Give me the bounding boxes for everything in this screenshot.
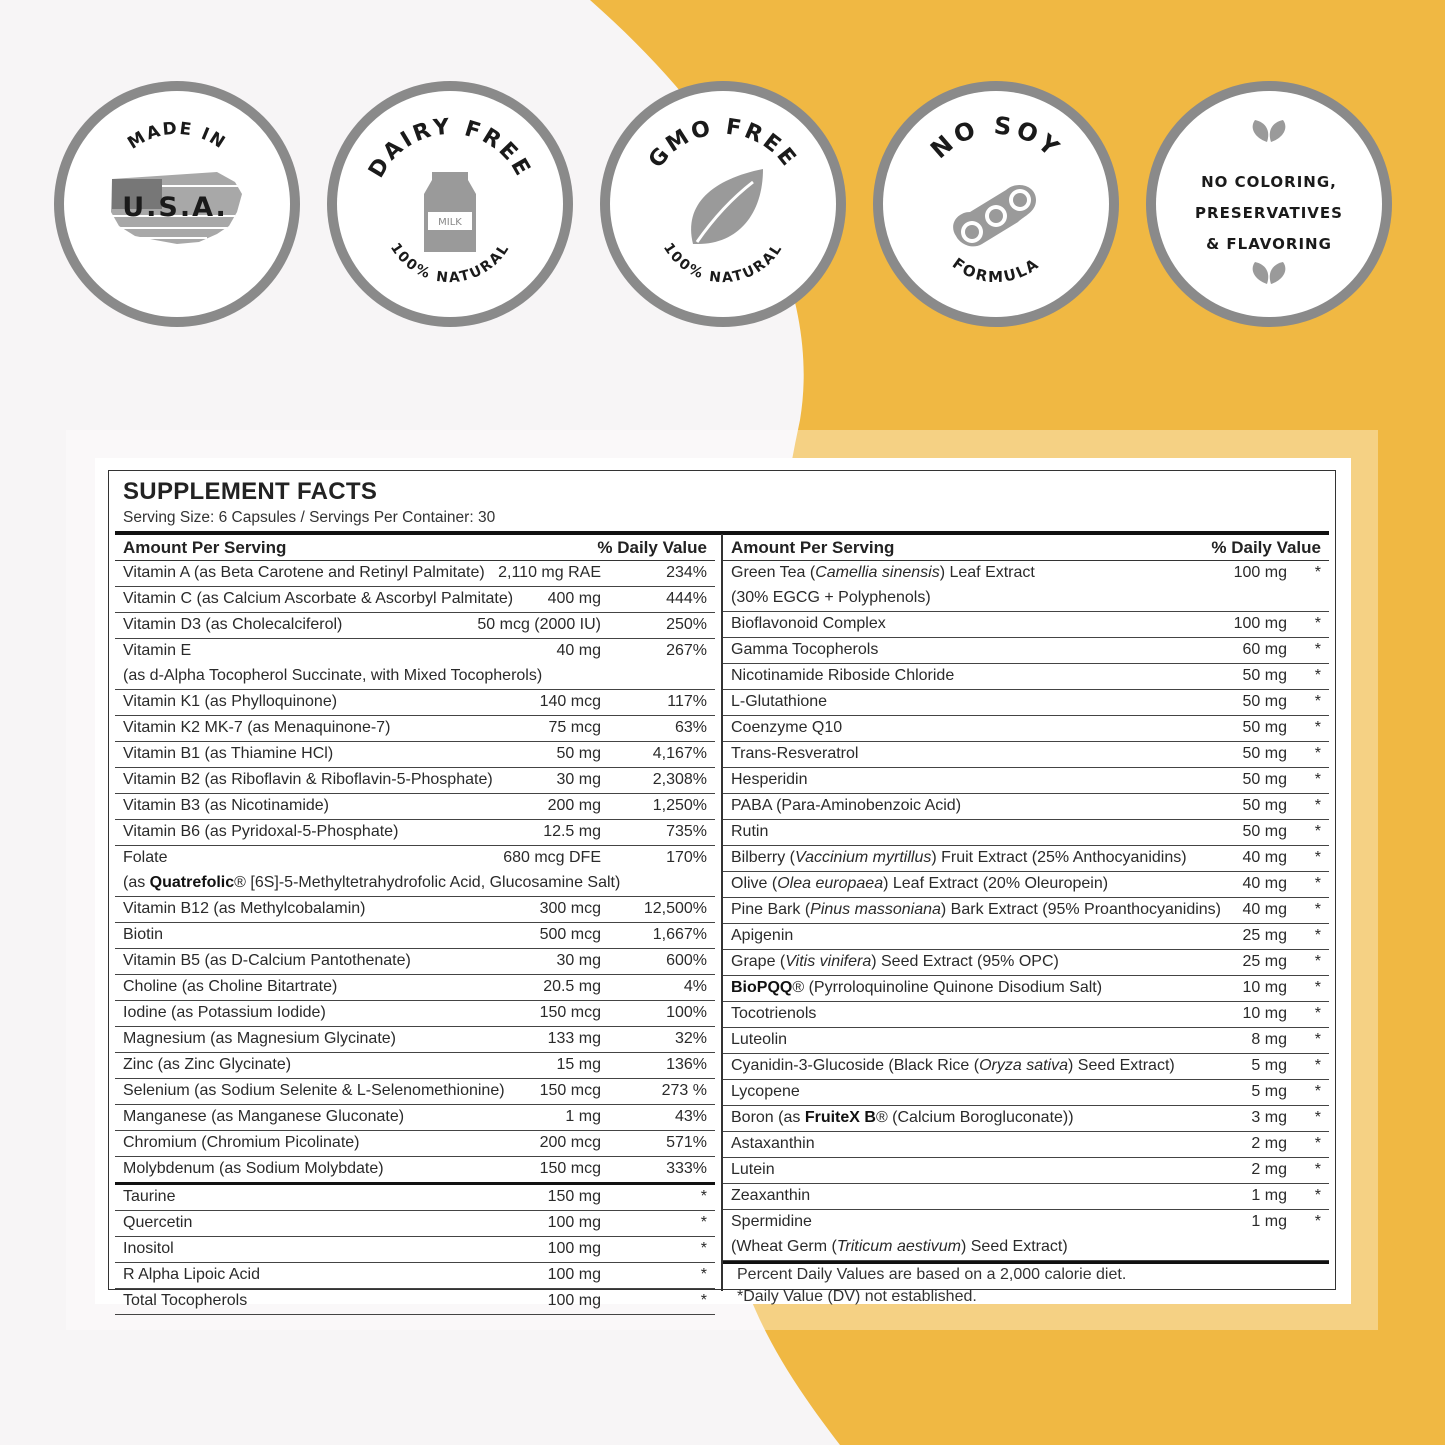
ingredient-amount: 500 mcg xyxy=(539,926,601,943)
right-column-header xyxy=(723,534,1329,561)
ingredient-daily-value: 43% xyxy=(674,1108,707,1125)
ingredient-row xyxy=(723,612,1329,638)
ingredient-name: Manganese (as Manganese Gluconate) xyxy=(123,1108,405,1125)
ingredient-daily-value: * xyxy=(1314,667,1321,684)
ingredient-amount: 100 mg xyxy=(547,1240,601,1257)
ingredient-name: Magnesium (as Magnesium Glycinate) xyxy=(123,1030,396,1047)
ingredient-amount: 60 mg xyxy=(1242,641,1287,658)
ingredient-name: Vitamin K1 (as Phylloquinone) xyxy=(123,693,338,710)
ingredient-amount: 100 mg xyxy=(547,1214,601,1231)
ingredient-daily-value: 333% xyxy=(666,1160,707,1177)
ingredient-amount: 20.5 mg xyxy=(543,978,601,995)
left-column xyxy=(115,534,715,1315)
ingredient-row xyxy=(115,820,715,846)
ingredient-row xyxy=(115,561,715,587)
ingredient-daily-value: * xyxy=(700,1292,707,1309)
ingredient-row xyxy=(115,613,715,639)
ingredient-amount: 10 mg xyxy=(1242,979,1287,996)
ingredient-name: Gamma Tocopherols xyxy=(731,641,879,658)
ingredient-name-line2: (as Quatrefolic® [6S]-5-Methyltetrahydrofolic Acid, Glucosamine Salt) xyxy=(123,874,621,891)
ingredient-amount: 12.5 mg xyxy=(543,823,601,840)
badge-line-1: NO COLORING, xyxy=(1201,173,1337,191)
ingredient-amount: 2 mg xyxy=(1251,1161,1287,1178)
ingredient-daily-value: * xyxy=(1314,745,1321,762)
ingredient-name: Folate xyxy=(123,849,168,866)
ingredient-amount: 50 mg xyxy=(1242,667,1287,684)
ingredient-daily-value: * xyxy=(1314,1135,1321,1152)
ingredient-daily-value: * xyxy=(1314,1213,1321,1230)
ingredient-daily-value: 32% xyxy=(674,1030,707,1047)
ingredient-row xyxy=(723,1028,1329,1054)
ingredient-amount: 200 mg xyxy=(547,797,601,814)
ingredient-name: Choline (as Choline Bitartrate) xyxy=(123,978,338,995)
ingredient-name: Green Tea (Camellia sinensis) Leaf Extract xyxy=(731,564,1035,581)
ingredient-daily-value: 571% xyxy=(666,1134,707,1151)
ingredient-name: Apigenin xyxy=(731,927,794,944)
ingredient-daily-value: * xyxy=(1314,927,1321,944)
ingredient-amount: 25 mg xyxy=(1242,953,1287,970)
ingredient-row xyxy=(115,639,715,690)
ingredient-name: L-Glutathione xyxy=(731,693,828,710)
ingredient-row xyxy=(115,923,715,949)
ingredient-daily-value: * xyxy=(1314,1005,1321,1022)
ingredient-name: Vitamin B6 (as Pyridoxal-5-Phosphate) xyxy=(123,823,399,840)
ingredient-name: Lutein xyxy=(731,1161,775,1178)
badge-line-2: PRESERVATIVES xyxy=(1195,204,1343,222)
ingredient-name: Bilberry (Vaccinium myrtillus) Fruit Extract (25% Anthocyanidins) xyxy=(731,849,1187,866)
ingredient-daily-value: 273 % xyxy=(661,1082,707,1099)
ingredient-daily-value: * xyxy=(1314,953,1321,970)
ingredient-daily-value: * xyxy=(1314,564,1321,581)
badge-made-in-usa xyxy=(54,81,300,327)
ingredient-amount: 50 mg xyxy=(1242,771,1287,788)
ingredient-daily-value: * xyxy=(700,1188,707,1205)
ingredient-daily-value: 267% xyxy=(666,642,707,659)
amount-per-serving-label: Amount Per Serving xyxy=(731,538,895,557)
ingredient-name: BioPQQ® (Pyrroloquinoline Quinone Disodium Salt) xyxy=(731,979,1103,996)
ingredient-name: Luteolin xyxy=(731,1031,788,1048)
ingredient-amount: 50 mg xyxy=(1242,797,1287,814)
ingredient-row xyxy=(723,1158,1329,1184)
ingredient-row xyxy=(723,768,1329,794)
badge-bottom-text: FORMULA xyxy=(949,254,1043,287)
badge-bottom-text: 100% NATURAL xyxy=(386,240,514,287)
ingredient-name-line2: (30% EGCG + Polyphenols) xyxy=(731,589,931,606)
ingredient-name: Boron (as FruiteX B® (Calcium Borogluconate)) xyxy=(731,1109,1074,1126)
ingredient-row xyxy=(115,716,715,742)
ingredient-name-line2: (as d-Alpha Tocopherol Succinate, with Mixed Tocopherols) xyxy=(123,667,543,684)
ingredient-daily-value: * xyxy=(700,1240,707,1257)
ingredient-daily-value: 1,667% xyxy=(652,926,707,943)
ingredient-amount: 300 mcg xyxy=(539,900,601,917)
svg-text:FORMULA xyxy=(949,254,1043,286)
ingredient-row xyxy=(723,794,1329,820)
ingredient-amount: 40 mg xyxy=(556,642,601,659)
right-column xyxy=(723,534,1329,1305)
ingredient-daily-value: 4% xyxy=(683,978,707,995)
ingredient-daily-value: * xyxy=(1314,875,1321,892)
left-column-header xyxy=(115,534,715,561)
ingredient-amount: 5 mg xyxy=(1251,1057,1287,1074)
ingredient-name: Vitamin D3 (as Cholecalciferol) xyxy=(123,616,343,633)
ingredient-row xyxy=(723,872,1329,898)
ingredient-row xyxy=(115,1289,715,1315)
ingredient-row xyxy=(115,1157,715,1185)
ingredient-name: Cyanidin-3-Glucoside (Black Rice (Oryza sativa) Seed Extract) xyxy=(731,1057,1175,1074)
ingredient-amount: 1 mg xyxy=(1251,1187,1287,1204)
ingredient-daily-value: 170% xyxy=(666,849,707,866)
ingredient-daily-value: 63% xyxy=(674,719,707,736)
ingredient-name: Vitamin B1 (as Thiamine HCl) xyxy=(123,745,334,762)
badge-dairy-free xyxy=(327,81,573,327)
daily-value-label: % Daily Value xyxy=(597,538,707,557)
ingredient-daily-value: 234% xyxy=(666,564,707,581)
ingredient-amount: 1 mg xyxy=(1251,1213,1287,1230)
ingredient-daily-value: * xyxy=(1314,771,1321,788)
ingredient-name: Vitamin C (as Calcium Ascorbate & Ascorbyl Palmitate) xyxy=(123,590,514,607)
ingredient-name: Zeaxanthin xyxy=(731,1187,811,1204)
ingredient-daily-value: 600% xyxy=(666,952,707,969)
ingredient-row xyxy=(115,1001,715,1027)
ingredient-amount: 40 mg xyxy=(1242,849,1287,866)
ingredient-amount: 1 mg xyxy=(565,1108,601,1125)
ingredient-amount: 40 mg xyxy=(1242,901,1287,918)
ingredient-amount: 140 mcg xyxy=(539,693,601,710)
ingredient-row xyxy=(723,820,1329,846)
svg-text:GMO FREE xyxy=(644,115,802,173)
ingredient-row xyxy=(723,924,1329,950)
ingredient-name: Vitamin B2 (as Riboflavin & Riboflavin-5-Phosphate) xyxy=(123,771,493,788)
ingredient-daily-value: * xyxy=(1314,849,1321,866)
ingredient-name: Chromium (Chromium Picolinate) xyxy=(123,1134,360,1151)
ingredient-name: Tocotrienols xyxy=(731,1005,817,1022)
ingredient-name: Pine Bark (Pinus massoniana) Bark Extract (95% Proanthocyanidins) xyxy=(731,901,1222,918)
ingredient-daily-value: * xyxy=(700,1266,707,1283)
ingredient-row xyxy=(723,950,1329,976)
ingredient-amount: 5 mg xyxy=(1251,1083,1287,1100)
ingredient-amount: 2 mg xyxy=(1251,1135,1287,1152)
ingredient-amount: 10 mg xyxy=(1242,1005,1287,1022)
ingredient-daily-value: * xyxy=(1314,823,1321,840)
ingredient-amount: 150 mcg xyxy=(539,1082,601,1099)
ingredient-daily-value: 1,250% xyxy=(652,797,707,814)
ingredient-amount: 100 mg xyxy=(547,1292,601,1309)
badge-top-text: GMO FREE xyxy=(643,114,803,174)
ingredient-row xyxy=(115,1263,715,1289)
badge-line-3: & FLAVORING xyxy=(1206,235,1332,253)
ingredient-amount: 150 mg xyxy=(547,1188,601,1205)
badge-gmo-free xyxy=(600,81,846,327)
ingredient-amount: 30 mg xyxy=(556,952,601,969)
ingredient-daily-value: 100% xyxy=(666,1004,707,1021)
ingredient-name: Vitamin K2 MK-7 (as Menaquinone-7) xyxy=(123,719,391,736)
ingredient-amount: 2,110 mg RAE xyxy=(498,564,601,581)
ingredient-amount: 15 mg xyxy=(556,1056,601,1073)
ingredient-daily-value: * xyxy=(1314,1031,1321,1048)
ingredient-row xyxy=(723,742,1329,768)
ingredient-name: Total Tocopherols xyxy=(123,1292,248,1309)
ingredient-row xyxy=(723,1210,1329,1261)
ingredient-name: PABA (Para-Aminobenzoic Acid) xyxy=(731,797,962,814)
ingredient-name: Quercetin xyxy=(123,1214,193,1231)
ingredient-row xyxy=(723,1106,1329,1132)
ingredient-row xyxy=(115,1131,715,1157)
ingredient-daily-value: 250% xyxy=(666,616,707,633)
ingredient-daily-value: 136% xyxy=(666,1056,707,1073)
ingredient-amount: 50 mg xyxy=(1242,745,1287,762)
svg-text:MADE IN xyxy=(124,119,230,154)
ingredient-row xyxy=(723,664,1329,690)
ingredient-name: Olive (Olea europaea) Leaf Extract (20% Oleuropein) xyxy=(731,875,1109,892)
soybean-icon xyxy=(953,185,1036,246)
ingredient-row xyxy=(115,1211,715,1237)
badge-no-coloring xyxy=(1146,81,1392,327)
ingredient-row xyxy=(723,716,1329,742)
ingredient-amount: 50 mcg (2000 IU) xyxy=(477,616,601,633)
ingredient-row xyxy=(115,742,715,768)
ingredient-amount: 150 mcg xyxy=(539,1160,601,1177)
ingredient-row xyxy=(723,846,1329,872)
ingredient-daily-value: 12,500% xyxy=(643,900,707,917)
ingredient-amount: 25 mg xyxy=(1242,927,1287,944)
milk-carton-icon xyxy=(424,172,476,252)
ingredient-name: Coenzyme Q10 xyxy=(731,719,843,736)
ingredient-row xyxy=(115,1079,715,1105)
ingredient-name: Selenium (as Sodium Selenite & L-Selenomethionine) xyxy=(123,1082,505,1099)
ingredient-amount: 40 mg xyxy=(1242,875,1287,892)
ingredient-daily-value: * xyxy=(700,1214,707,1231)
ingredient-daily-value: 735% xyxy=(666,823,707,840)
ingredient-daily-value: * xyxy=(1314,615,1321,632)
ingredient-row xyxy=(115,1053,715,1079)
ingredient-name: Lycopene xyxy=(731,1083,800,1100)
ingredient-row xyxy=(115,1105,715,1131)
ingredient-name: Rutin xyxy=(731,823,769,840)
ingredient-row xyxy=(723,1002,1329,1028)
ingredient-row xyxy=(723,976,1329,1002)
ingredient-name: Zinc (as Zinc Glycinate) xyxy=(123,1056,292,1073)
ingredient-name: Bioflavonoid Complex xyxy=(731,615,886,632)
ingredient-amount: 200 mcg xyxy=(539,1134,601,1151)
ingredient-name: Iodine (as Potassium Iodide) xyxy=(123,1004,326,1021)
leaves-icon xyxy=(1253,120,1286,284)
ingredient-name-line2: (Wheat Germ (Triticum aestivum) Seed Extract) xyxy=(731,1238,1068,1255)
ingredient-daily-value: * xyxy=(1314,1109,1321,1126)
footnote-divider xyxy=(723,1261,1329,1264)
ingredient-amount: 8 mg xyxy=(1251,1031,1287,1048)
ingredient-daily-value: * xyxy=(1314,797,1321,814)
badge-top-text: MADE IN xyxy=(124,118,230,154)
ingredient-amount: 400 mg xyxy=(547,590,601,607)
ingredient-name: Vitamin A (as Beta Carotene and Retinyl Palmitate) xyxy=(123,564,485,581)
ingredient-daily-value: * xyxy=(1314,901,1321,918)
ingredient-row xyxy=(115,768,715,794)
ingredient-amount: 680 mcg DFE xyxy=(503,849,601,866)
footnote-daily-values: Percent Daily Values are based on a 2,000 calorie diet. xyxy=(737,1266,1127,1283)
ingredient-name: Astaxanthin xyxy=(731,1135,815,1152)
ingredient-amount: 3 mg xyxy=(1251,1109,1287,1126)
ingredient-amount: 50 mg xyxy=(1242,693,1287,710)
supplement-facts-panel xyxy=(108,470,1336,1309)
ingredient-daily-value: * xyxy=(1314,1161,1321,1178)
serving-info: Serving Size: 6 Capsules / Servings Per Container: 30 xyxy=(123,509,496,526)
ingredient-row xyxy=(723,561,1329,612)
ingredient-amount: 133 mg xyxy=(547,1030,601,1047)
ingredient-row xyxy=(115,794,715,820)
ingredient-row xyxy=(723,638,1329,664)
ingredient-row xyxy=(115,949,715,975)
ingredient-row xyxy=(115,1237,715,1263)
ingredient-amount: 75 mcg xyxy=(548,719,601,736)
ingredient-daily-value: * xyxy=(1314,979,1321,996)
ingredient-daily-value: * xyxy=(1314,1187,1321,1204)
facts-title: SUPPLEMENT FACTS xyxy=(123,478,378,505)
ingredient-row xyxy=(723,690,1329,716)
ingredient-amount: 50 mg xyxy=(556,745,601,762)
ingredient-daily-value: * xyxy=(1314,1083,1321,1100)
ingredient-name: Vitamin B3 (as Nicotinamide) xyxy=(123,797,330,814)
ingredient-name: Spermidine xyxy=(731,1213,812,1230)
ingredient-daily-value: 4,167% xyxy=(652,745,707,762)
badge-top-text: NO SOY xyxy=(925,111,1067,165)
ingredient-amount: 100 mg xyxy=(547,1266,601,1283)
badge-center-text: U.S.A. xyxy=(122,192,228,223)
ingredient-row xyxy=(115,690,715,716)
ingredient-daily-value: 444% xyxy=(666,590,707,607)
ingredient-row xyxy=(723,1054,1329,1080)
ingredient-daily-value: 117% xyxy=(667,693,707,710)
daily-value-label: % Daily Value xyxy=(1211,538,1321,557)
ingredient-daily-value: * xyxy=(1314,1057,1321,1074)
ingredient-name: Vitamin E xyxy=(123,642,192,659)
ingredient-row xyxy=(723,1080,1329,1106)
ingredient-row xyxy=(115,975,715,1001)
ingredient-daily-value: * xyxy=(1314,693,1321,710)
ingredient-name: Taurine xyxy=(123,1188,176,1205)
ingredient-row xyxy=(723,898,1329,924)
ingredient-row xyxy=(115,1027,715,1053)
ingredient-name: Trans-Resveratrol xyxy=(731,745,859,762)
svg-text:100% NATURAL xyxy=(660,240,786,286)
footnote-dv-not-established: *Daily Value (DV) not established. xyxy=(737,1288,977,1305)
ingredient-daily-value: * xyxy=(1314,719,1321,736)
ingredient-name: Inositol xyxy=(123,1240,174,1257)
ingredient-name: Hesperidin xyxy=(731,771,808,788)
ingredient-amount: 50 mg xyxy=(1242,823,1287,840)
ingredient-daily-value: 2,308% xyxy=(652,771,707,788)
ingredient-name: Grape (Vitis vinifera) Seed Extract (95% OPC) xyxy=(731,953,1059,970)
ingredient-row xyxy=(115,1185,715,1211)
amount-per-serving-label: Amount Per Serving xyxy=(123,538,287,557)
svg-text:NO SOY xyxy=(925,111,1067,164)
ingredient-name: Biotin xyxy=(123,926,164,943)
ingredient-name: Molybdenum (as Sodium Molybdate) xyxy=(123,1160,384,1177)
badge-top-text: DAIRY FREE xyxy=(364,114,536,183)
svg-text:MILK: MILK xyxy=(438,217,462,228)
ingredient-row xyxy=(115,587,715,613)
leaf-icon xyxy=(691,169,763,244)
ingredient-row xyxy=(115,897,715,923)
ingredient-row xyxy=(723,1132,1329,1158)
ingredient-amount: 30 mg xyxy=(556,771,601,788)
ingredient-amount: 150 mcg xyxy=(539,1004,601,1021)
ingredient-amount: 100 mg xyxy=(1233,615,1287,632)
badge-bottom-text: 100% NATURAL xyxy=(659,240,787,287)
ingredient-name: Vitamin B12 (as Methylcobalamin) xyxy=(123,900,366,917)
ingredient-name: R Alpha Lipoic Acid xyxy=(123,1266,260,1283)
ingredient-amount: 100 mg xyxy=(1233,564,1287,581)
ingredient-amount: 50 mg xyxy=(1242,719,1287,736)
ingredient-name: Vitamin B5 (as D-Calcium Pantothenate) xyxy=(123,952,411,969)
ingredient-row xyxy=(115,846,715,897)
badge-no-soy xyxy=(873,81,1119,327)
ingredient-daily-value: * xyxy=(1314,641,1321,658)
ingredient-name: Nicotinamide Riboside Chloride xyxy=(731,667,955,684)
ingredient-row xyxy=(723,1184,1329,1210)
